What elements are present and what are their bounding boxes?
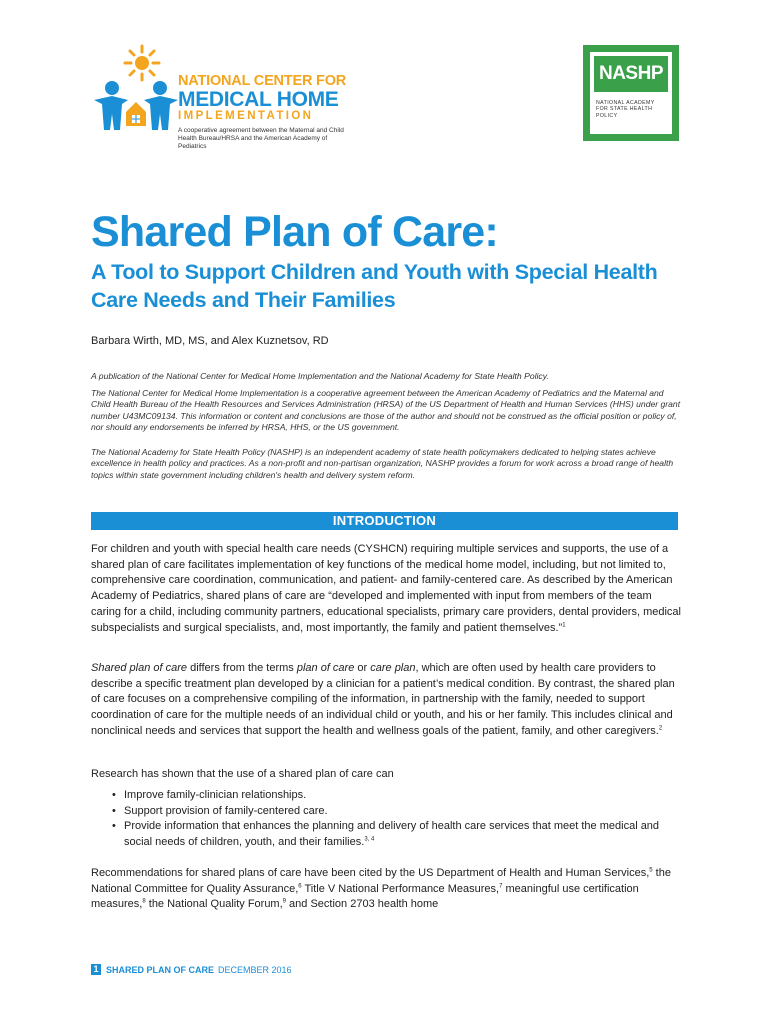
logo-line-3: IMPLEMENTATION: [178, 110, 314, 122]
logo-line-1: NATIONAL CENTER FOR: [178, 73, 347, 89]
publication-note: A publication of the National Center for Medical Home Implementation and the National Academy for State Health Policy.: [91, 371, 549, 381]
section-heading-introduction: INTRODUCTION: [91, 512, 678, 530]
intro-paragraph-3: Research has shown that the use of a shared plan of care can: [91, 768, 394, 780]
benefits-list: [112, 788, 682, 851]
nashp-logo: [583, 45, 679, 141]
intro-paragraph-4: Recommendations for shared plans of care have been cited by the US Department of Health and Human Services,$^5$ the National Committee for Quality Assurance,$^6$ Title V National Performance Measures,$^7$ meaningful use certification measures,$^8$ the National Quality Forum,$^9$ and Section 2703 health home: [91, 867, 671, 911]
list-item: • Provide information that enhances the planning and delivery of health care services that meet the medical and social needs of children, youth, and their families.$^{3, 4}$: [112, 819, 682, 850]
list-item: • Support provision of family-centered care.: [112, 804, 682, 820]
logo-tagline: A cooperative agreement between the Maternal and Child Health Bureau/HRSA and the American Academy of Pediatrics: [178, 127, 344, 150]
nashp-logo-subtitle: NATIONAL ACADEMY FOR STATE HEALTH POLICY: [596, 100, 655, 119]
nashp-logo-name: NASHP: [594, 56, 668, 92]
document-subtitle: A Tool to Support Children and Youth with Special Health Care Needs and Their Families: [91, 260, 658, 312]
nchmi-disclaimer: The National Center for Medical Home Implementation is a cooperative agreement between the American Academy of Pediatrics and the Maternal and Child Health Bureau of the Health Resources and Services Administration (HRSA) of the US Department of Health and Human Services (HHS) under grant number U43MC09134. This information or content and conclusions are those of the author and should not be construed as the official position or policy of, nor should any endorsements be inferred by HRSA, HHS, or the US government.: [91, 388, 681, 433]
authors: Barbara Wirth, MD, MS, and Alex Kuznetsov, RD: [91, 335, 329, 347]
page-footer: [91, 964, 292, 975]
page-number: 1: [91, 964, 101, 975]
footer-title: SHARED PLAN OF CARE: [106, 964, 215, 975]
intro-paragraph-1: For children and youth with special health care needs (CYSHCN) requiring multiple services and supports, the use of a shared plan of care facilitates implementation of key functions of the medical home model, including, but not limited to, comprehensive care coordination, communication, and patient- and family-centered care. As described by the American Academy of Pediatrics, shared plans of care are “developed and implemented with input from members of the team caring for a child, including community partners, educational specialists, primary care providers, dental providers, medical subspecialists and surgical specialists, and, most importantly, the family and patient themselves.”$^1$: [91, 543, 681, 634]
document-title: Shared Plan of Care:: [91, 208, 498, 256]
footer-date: DECEMBER 2016: [218, 964, 292, 975]
intro-paragraph-2: Shared plan of care differs from the terms plan of care or care plan, which are often used by health care providers to describe a specific treatment plan developed by a clinician for a patient’s medical condition. By contrast, the shared plan of care focuses on a comprehensive compiling of the information, in partnership with the family, needed to support coordination of care for the multiple needs of an individual child or youth, and his or her family. This includes clinical and nonclinical needs and services that support the health and wellness goals of the patient, family, and other caregivers.$^2$: [91, 662, 675, 737]
list-item: • Improve family-clinician relationships.: [112, 788, 682, 804]
nashp-description: The National Academy for State Health Policy (NASHP) is an independent academy of state health policymakers dedicated to helping states achieve excellence in health policy and practices. As a non-profit and non-partisan organization, NASHP provides a forum for work across a broad range of health topics within state government including children's health and delivery system reform.: [91, 447, 674, 480]
nchmi-logo: [92, 44, 352, 174]
logo-line-2: MEDICAL HOME: [178, 88, 339, 111]
family-house-icon: [92, 74, 182, 134]
